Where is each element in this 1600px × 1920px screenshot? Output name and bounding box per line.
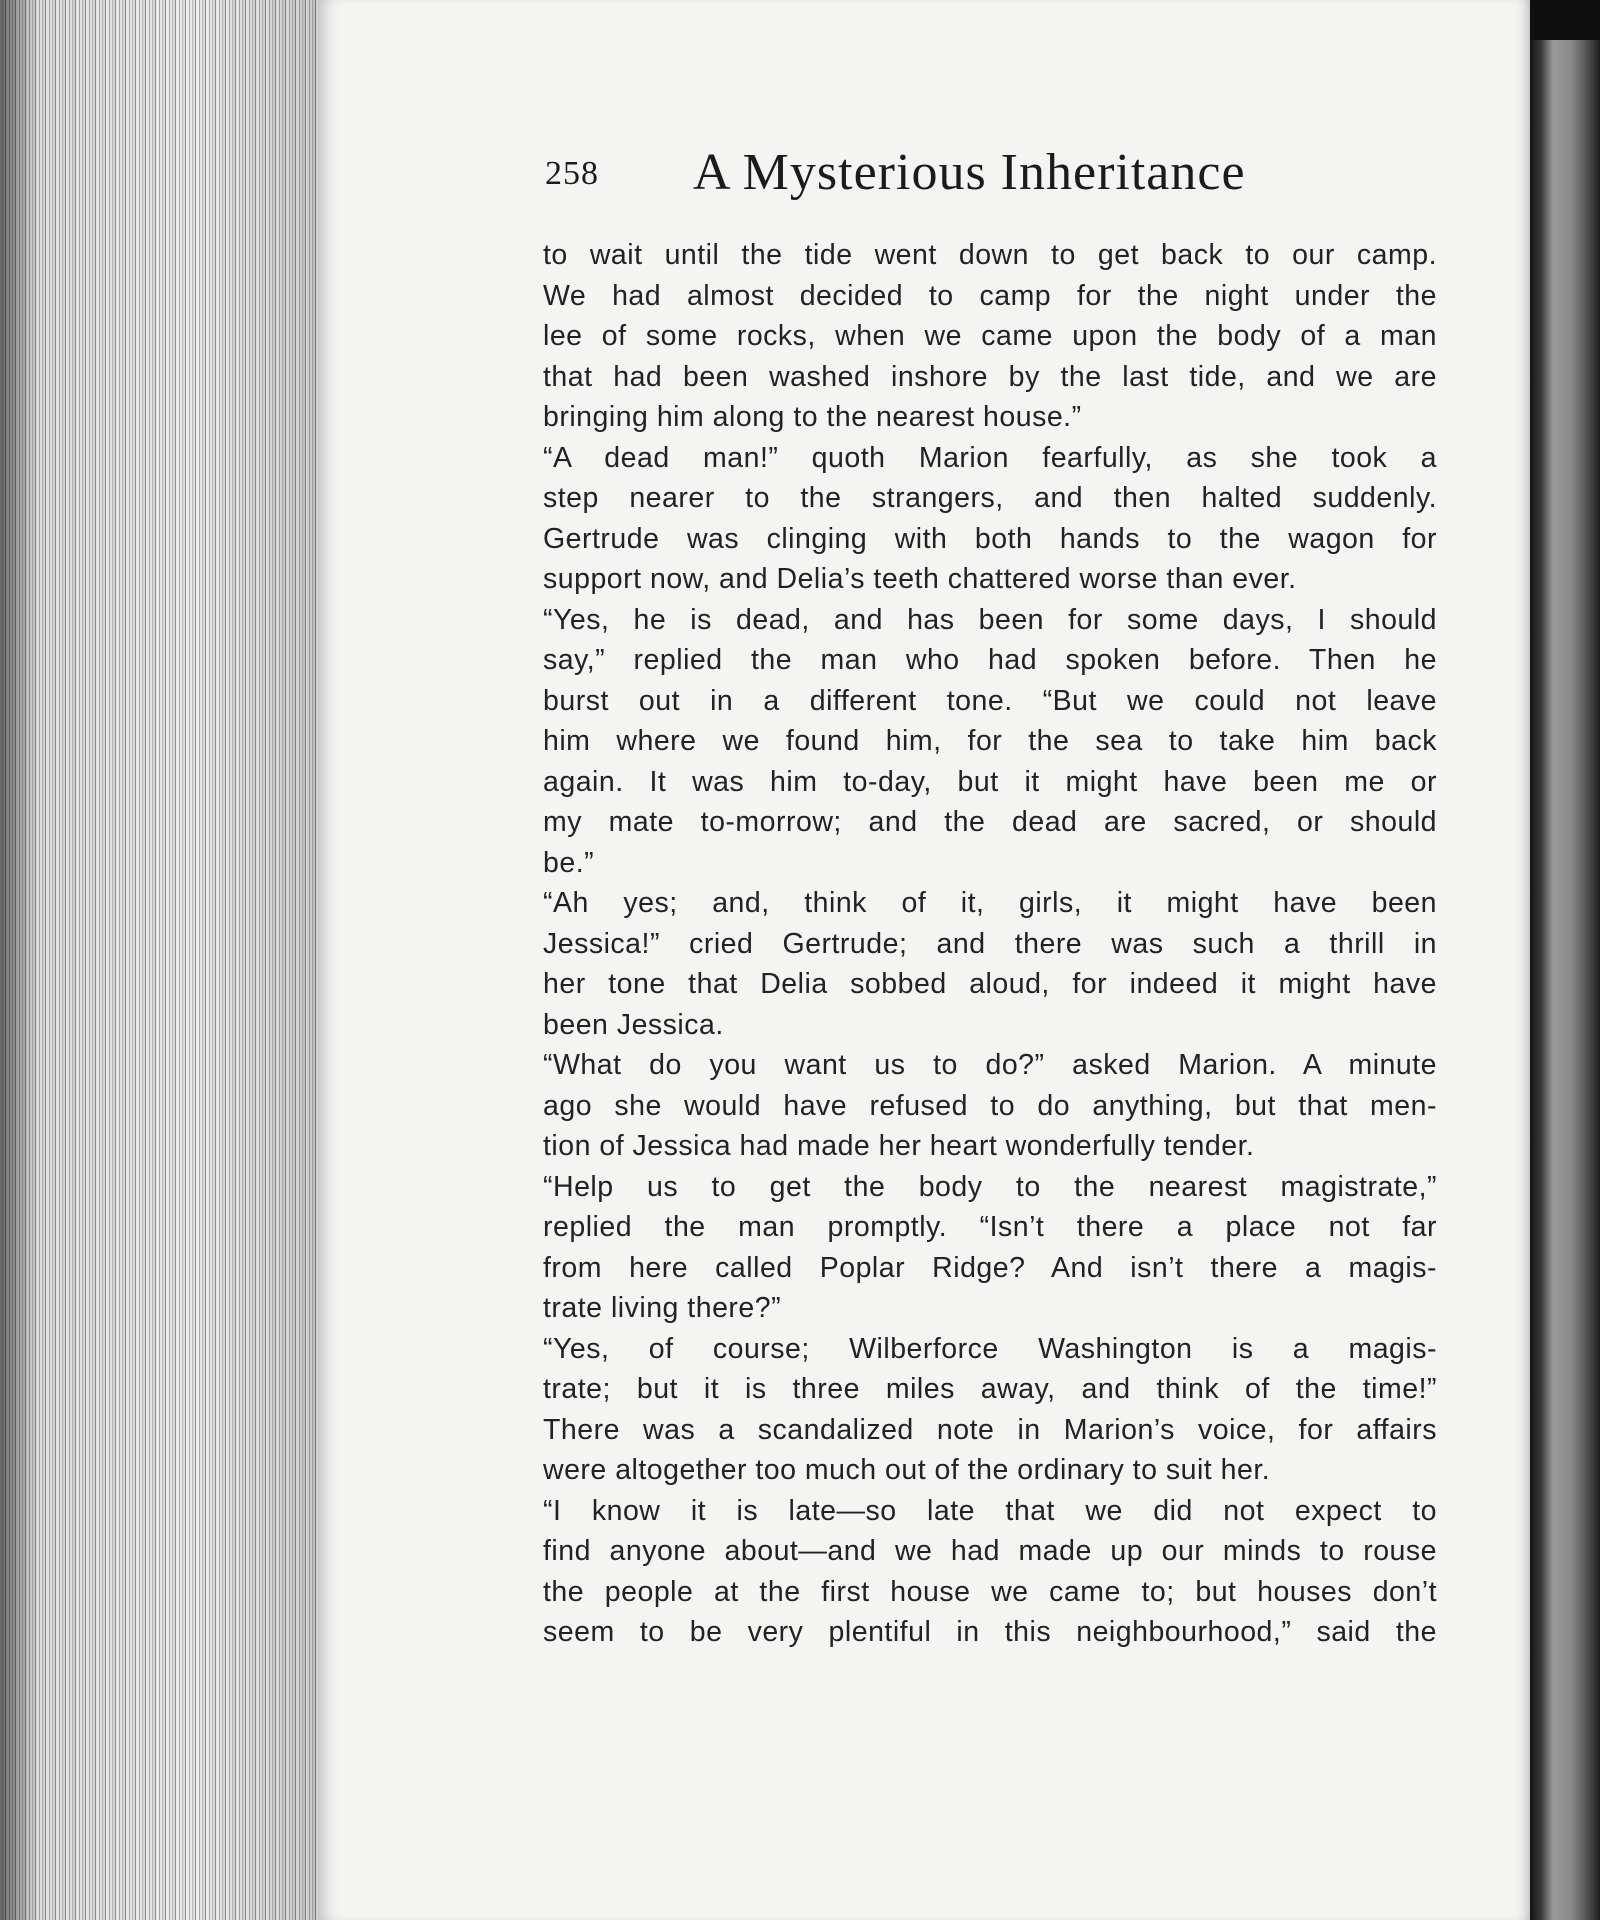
text-line: lee of some rocks, when we came upon the body of a man (543, 320, 1437, 352)
text-line: ago she would have refused to do anything, but that men- (543, 1089, 1437, 1122)
text-line: “Ah yes; and, think of it, girls, it might have been (543, 887, 1437, 919)
text-line: to wait until the tide went down to get back to our camp. (543, 239, 1437, 271)
text-line: trate; but it is three miles away, and think of the time!” (543, 1373, 1437, 1405)
text-line: my mate to-morrow; and the dead are sacred, or should (543, 806, 1437, 838)
text-line: “Help us to get the body to the nearest magistrate,” (543, 1170, 1437, 1203)
page-header (545, 143, 1305, 213)
text-line: support now, and Delia’s teeth chattered worse than ever. (543, 563, 1297, 595)
text-line: her tone that Delia sobbed aloud, for indeed it might have (543, 968, 1437, 1000)
text-line: say,” replied the man who had spoken before. Then he (543, 644, 1437, 676)
text-line: that had been washed inshore by the last tide, and we are (543, 360, 1437, 393)
page-body-text (543, 235, 1437, 1653)
text-line: We had almost decided to camp for the night under the (543, 279, 1437, 312)
text-line: tion of Jessica had made her heart wonderfully tender. (543, 1130, 1255, 1162)
text-line: seem to be very plentiful in this neighbourhood,” said the (543, 1616, 1437, 1648)
text-line: were altogether too much out of the ordinary to suit her. (543, 1454, 1271, 1486)
text-line: step nearer to the strangers, and then halted suddenly. (543, 482, 1437, 514)
book-page-edges (0, 0, 330, 1920)
text-line: “I know it is late—so late that we did not expect to (543, 1494, 1437, 1527)
text-line: been Jessica. (543, 1008, 724, 1041)
text-line: again. It was him to-day, but it might have been me or (543, 765, 1437, 798)
text-line: Gertrude was clinging with both hands to the wagon for (543, 522, 1437, 555)
text-line: trate living there?” (543, 1292, 782, 1324)
text-line: Jessica!” cried Gertrude; and there was such a thrill in (543, 927, 1437, 960)
text-line: find anyone about—and we had made up our minds to rouse (543, 1535, 1437, 1567)
text-line: be.” (543, 846, 595, 879)
text-line: “Yes, he is dead, and has been for some days, I should (543, 603, 1437, 636)
text-line: “A dead man!” quoth Marion fearfully, as she took a (543, 441, 1437, 474)
page-number: 258 (545, 155, 599, 192)
text-line: the people at the first house we came to; but houses don’t (543, 1575, 1437, 1608)
running-title: A Mysterious Inheritance (693, 144, 1246, 201)
text-line: replied the man promptly. “Isn’t there a place not far (543, 1211, 1437, 1243)
text-line: bringing him along to the nearest house.” (543, 401, 1082, 433)
text-line: There was a scandalized note in Marion’s voice, for affairs (543, 1413, 1437, 1446)
text-line: burst out in a different tone. “But we could not leave (543, 684, 1437, 717)
text-line: “What do you want us to do?” asked Marion. A minute (543, 1049, 1437, 1081)
text-line: him where we found him, for the sea to take him back (543, 725, 1437, 757)
text-line: from here called Poplar Ridge? And isn’t there a magis- (543, 1251, 1437, 1284)
text-line: “Yes, of course; Wilberforce Washington is a magis- (543, 1332, 1437, 1365)
book-binding-shadow (1528, 0, 1600, 40)
book-binding-edge (1528, 0, 1600, 1920)
